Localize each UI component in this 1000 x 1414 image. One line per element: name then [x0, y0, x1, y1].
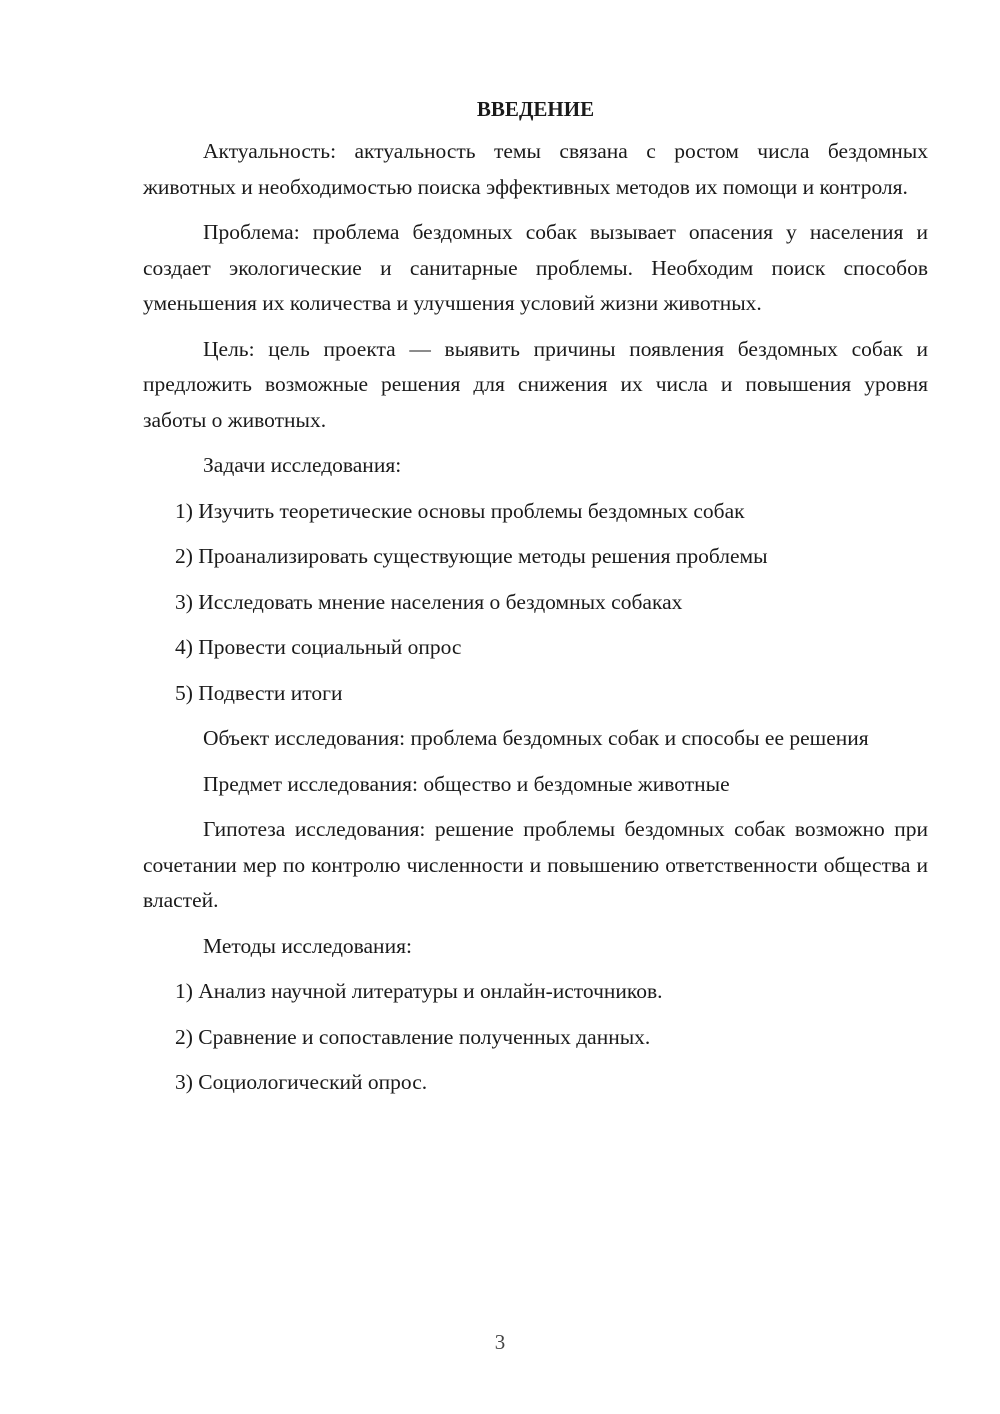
task-item: 3) Исследовать мнение населения о бездомных собаках	[175, 589, 683, 614]
task-item: 1) Изучить теоретические основы проблемы бездомных собак	[175, 498, 745, 523]
method-item: 1) Анализ научной литературы и онлайн-источников.	[175, 979, 663, 1003]
method-item: 3) Социологический опрос.	[175, 1070, 428, 1094]
tasks-list	[143, 494, 928, 712]
page-number: 3	[494, 1330, 506, 1354]
methods-heading: Методы исследования:	[203, 933, 412, 958]
hypothesis-paragraph: Гипотеза исследования: решение проблемы бездомных собак возможно при сочетании мер по контролю численности и повышению ответственности общества и властей.	[143, 817, 928, 912]
goal-paragraph: Цель: цель проекта — выявить причины появления бездомных собак и предложить возможные решения для снижения их числа и повышения уровня заботы о животных.	[143, 336, 928, 432]
object-paragraph: Объект исследования: проблема бездомных собак и способы ее решения	[203, 726, 869, 750]
method-item: 2) Сравнение и сопоставление полученных данных.	[175, 1024, 651, 1049]
tasks-heading: Задачи исследования:	[203, 453, 402, 477]
methods-list	[143, 974, 928, 1101]
page-content	[143, 92, 928, 1101]
problem-paragraph: Проблема: проблема бездомных собак вызывает опасения у населения и создает экологические и санитарные проблемы. Необходим поиск способов уменьшения их количества и улучшения условий жизни животных.	[143, 220, 928, 315]
task-item: 4) Провести социальный опрос	[175, 635, 462, 659]
task-item: 5) Подвести итоги	[175, 680, 343, 705]
task-item: 2) Проанализировать существующие методы решения проблемы	[175, 544, 768, 568]
subject-paragraph: Предмет исследования: общество и бездомные животные	[203, 771, 730, 796]
section-title: ВВЕДЕНИЕ	[476, 97, 595, 121]
relevance-paragraph: Актуальность: актуальность темы связана с ростом числа бездомных животных и необходимостью поиска эффективных методов их помощи и контроля.	[143, 139, 928, 199]
